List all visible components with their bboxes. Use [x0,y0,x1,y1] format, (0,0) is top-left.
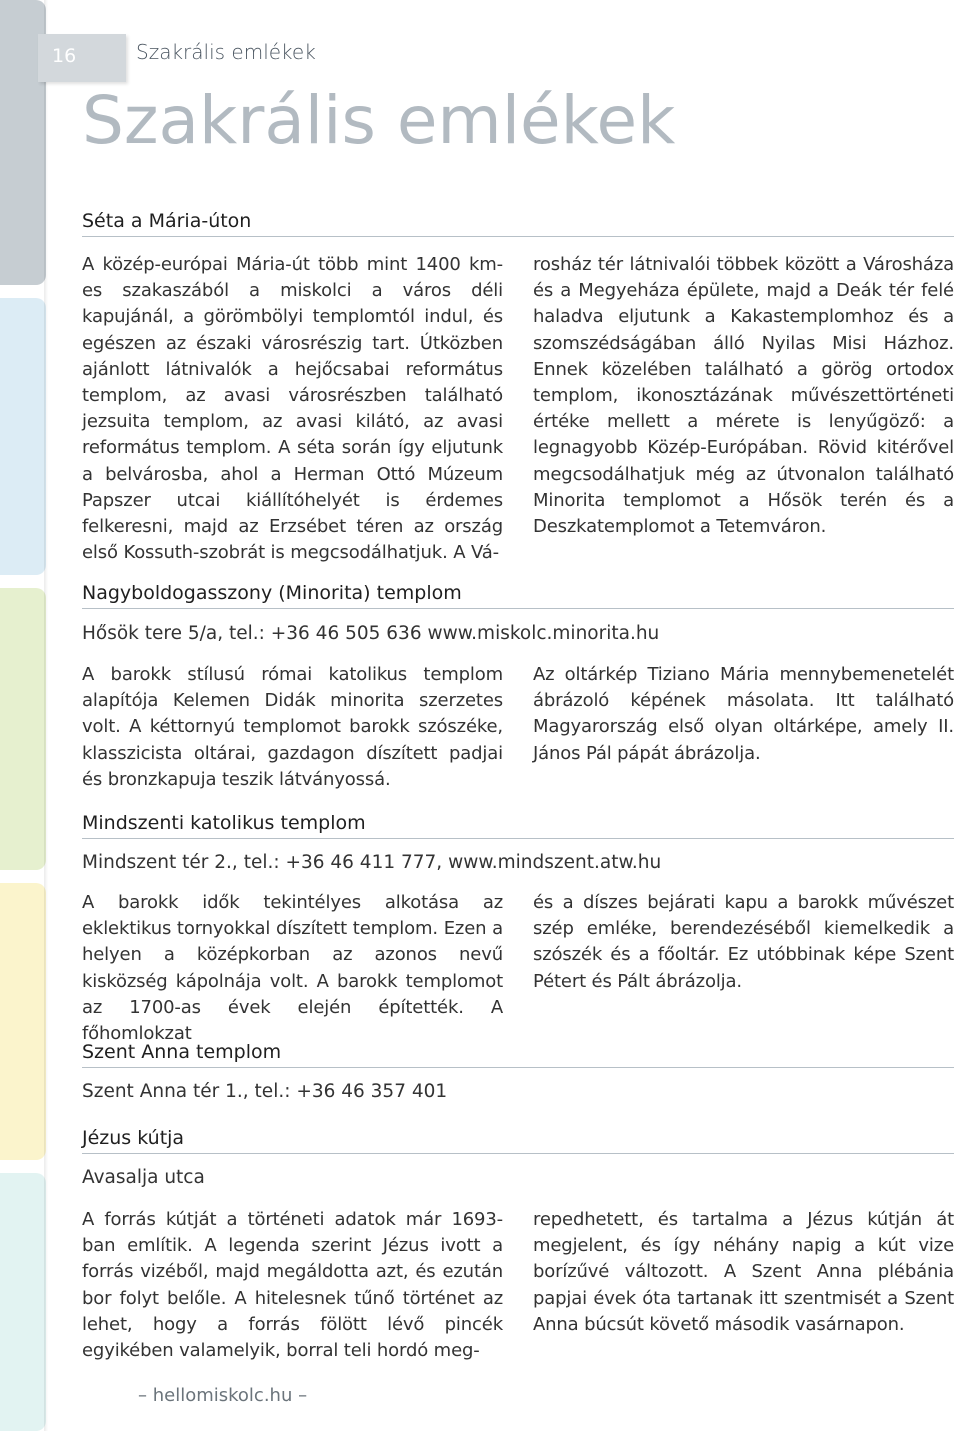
section-heading-mindszenti: Mindszenti katolikus templom [82,812,954,839]
jezus-kutja-text-right: repedhetett, és tartalma a Jézus kútján át megjelent, és így néhány napig a kút vize borízűvé változott. A Szent Anna plébánia papjai évek óta tartanak itt szentmisét a Szent Anna búcsút követő második vasárnapon. [533,1209,954,1335]
minorita-contact: Hősök tere 5/a, tel.: +36 46 505 636 www.miskolc.minorita.hu [82,623,660,644]
running-head: Szakrális emlékek [136,40,316,64]
mindszenti-contact: Mindszent tér 2., tel.: +36 46 411 777, www.mindszent.atw.hu [82,852,662,873]
section-heading-minorita: Nagyboldogasszony (Minorita) templom [82,582,954,609]
jezus-kutja-contact: Avasalja utca [82,1167,205,1188]
mindszenti-text-right: és a díszes bejárati kapu a barokk művészet szép emléke, berendezéséből kiemelkedik a szószék és a főoltár. Ez utóbbinak képe Szent Pétert és Pált ábrázolja. [533,892,954,992]
mindszenti-text-left: A barokk idők tekintélyes alkotása az eklektikus tornyokkal díszített templom. Ezen a helyen a középkorban az azonos nevű kisközség kápolnája volt. A barokk templomot az 1700-as évek elején építették. A főhomlokzat [82,892,503,1045]
section-tab-teal [0,1173,46,1431]
jezus-kutja-text-left: A forrás kútját a történeti adatok már 1693-ban említik. A legenda szerint Jézus ivott a forrás vizéből, majd megáldotta azt, és ezután bor folyt belőle. A hitelesnek tűnő történet az lehet, hogy a forrás fölött lévő pincék egyikében valamelyik, borral teli hordó meg- [82,1209,503,1362]
footer-website: – hellomiskolc.hu – [138,1385,308,1406]
maria-ut-text-right: rosház tér látnivalói többek között a Városháza és a Megyeháza épülete, majd a Deák tér felé haladva eljutunk a Kakastemplomhoz és a szomszédságában álló Nyilas Misi Házhoz. Ennek közelében található a görög ortodox templom, ikonosztázának művészettörténeti értéke mellett a mérete is lenyűgöző: a legnagyobb Közép-Európában. Rövid kitérővel megcsodálhatjuk még az útvonalon található Minorita templomot a Hősök terén és a Deszkatemplomot a Tetemváron. [533,254,954,538]
tab-shadow [44,0,48,1431]
section-tab-green [0,588,46,870]
maria-ut-text-left: A közép-európai Mária-út több mint 1400 km-es szakaszából a miskolci a város déli kapujánál, a görömbölyi templomtól indul, és egészen az északi városrészig tart. Útközben ajánlott látnivalók a hejőcsabai református templom, az avasi városrészben található jezsuita templom, az avasi kilátó, az avasi református templom. A séta során így eljutunk a belvárosba, ahol a Herman Ottó Múzeum Papszer utcai kiállítóhelyét is érdemes felkeresni, majd az Erzsébet téren az ország első Kossuth-szobrát is megcsodálhatjuk. A Vá- [82,254,503,564]
minorita-text-left: A barokk stílusú római katolikus templom alapítója Kelemen Didák minorita szerzetes volt. A kéttornyú templomot barokk szószéke, klasszicista oltárai, gazdagon díszített padjai és bronzkapuja teszik látványossá. [82,664,503,790]
szent-anna-contact: Szent Anna tér 1., tel.: +36 46 357 401 [82,1081,448,1102]
section-heading-szent-anna: Szent Anna templom [82,1041,954,1068]
page-title: Szakrális emlékek [82,82,676,159]
minorita-text-right: Az oltárkép Tiziano Mária mennybemenetelét ábrázoló képének másolata. Itt található Magyarország első olyan oltárképe, amely II. János Pál pápát ábrázolja. [533,664,954,764]
section-tab-blue [0,298,46,575]
section-heading-jezus-kutja: Jézus kútja [82,1127,954,1154]
section-heading-maria-ut: Séta a Mária-úton [82,210,954,237]
page-number: 16 [52,45,77,67]
section-tab-yellow [0,883,46,1160]
